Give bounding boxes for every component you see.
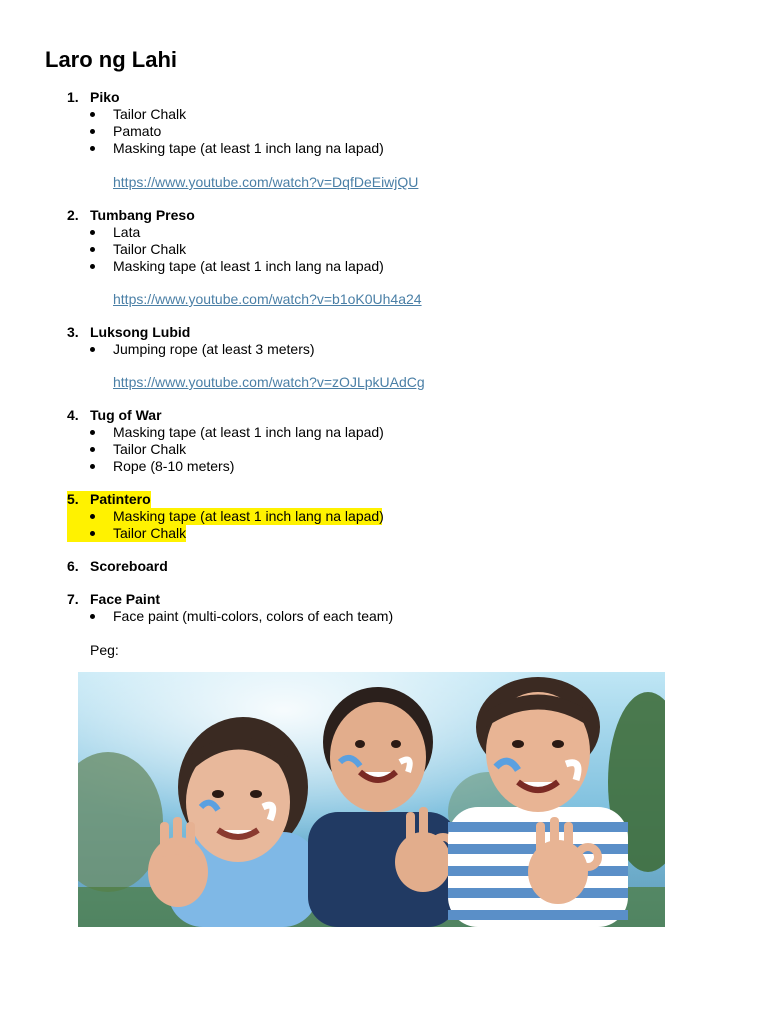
item-title: Tug of War (90, 407, 162, 423)
bullet-text: Masking tape (at least 1 inch lang na lapad) (113, 508, 384, 524)
bullet-icon (90, 347, 95, 352)
item-title: Piko (90, 89, 120, 105)
youtube-link[interactable]: https://www.youtube.com/watch?v=b1oK0Uh4a24 (113, 291, 422, 307)
youtube-link[interactable]: https://www.youtube.com/watch?v=DqfDeEiwjQU (113, 174, 419, 190)
bullet-text: Rope (8-10 meters) (113, 458, 235, 474)
youtube-link[interactable]: https://www.youtube.com/watch?v=zOJLpkUAdCg (113, 374, 425, 390)
bullet-text: Masking tape (at least 1 inch lang na lapad) (113, 140, 384, 156)
children-face-paint-photo (78, 672, 665, 927)
item-number: 1. (67, 89, 79, 105)
bullet-icon (90, 146, 95, 151)
peg-label: Peg: (90, 642, 119, 658)
item-title: Luksong Lubid (90, 324, 191, 340)
list-item-piko (0, 89, 768, 190)
bullet-text: Masking tape (at least 1 inch lang na lapad) (113, 424, 384, 440)
list-item-tumbang-preso (0, 207, 768, 307)
bullet-text: Tailor Chalk (113, 441, 187, 457)
bullet-text: Face paint (multi-colors, colors of each team) (113, 608, 394, 624)
bullet-text: Lata (113, 224, 141, 240)
bullet-text: Masking tape (at least 1 inch lang na lapad) (113, 258, 384, 274)
item-number: 6. (67, 558, 79, 574)
item-title: Scoreboard (90, 558, 168, 574)
bullet-icon (90, 129, 95, 134)
item-title: Patintero (90, 491, 151, 507)
item-title: Tumbang Preso (90, 207, 195, 223)
bullet-icon (90, 430, 95, 435)
list-item-tug-of-war (0, 407, 768, 475)
bullet-text: Tailor Chalk (113, 106, 187, 122)
item-number: 3. (67, 324, 79, 340)
bullet-text: Tailor Chalk (113, 525, 187, 541)
list-item-luksong-lubid (0, 324, 768, 390)
bullet-icon (90, 447, 95, 452)
bullet-text: Pamato (113, 123, 162, 139)
bullet-text: Tailor Chalk (113, 241, 187, 257)
bullet-icon (90, 230, 95, 235)
item-number: 5. (67, 491, 79, 507)
bullet-icon (90, 614, 95, 619)
page-title: Laro ng Lahi (45, 47, 177, 72)
list-item-scoreboard (0, 558, 768, 575)
peg-photo (78, 672, 665, 927)
bullet-text: Jumping rope (at least 3 meters) (113, 341, 315, 357)
list-item-patintero (0, 491, 768, 542)
list-item-face-paint (0, 591, 768, 625)
item-number: 2. (67, 207, 79, 223)
item-title: Face Paint (90, 591, 161, 607)
bullet-icon (90, 112, 95, 117)
item-number: 4. (67, 407, 79, 423)
item-number: 7. (67, 591, 79, 607)
bullet-icon (90, 247, 95, 252)
bullet-icon (90, 264, 95, 269)
bullet-icon (90, 531, 95, 536)
bullet-icon (90, 514, 95, 519)
bullet-icon (90, 464, 95, 469)
